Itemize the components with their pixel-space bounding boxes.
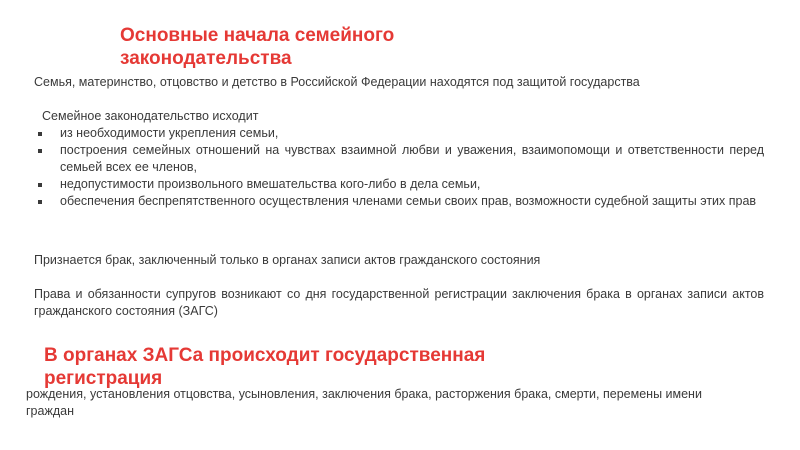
- slide-title: Основные начала семейного законодательства: [120, 25, 395, 69]
- principles-lead: Семейное законодательство исходит: [42, 109, 259, 123]
- principles-list: [34, 125, 764, 210]
- spouses-text: Права и обязанности супругов возникают со дня государственной регистрации заключения брака в органах записи актов гражданского состояния (ЗАГС): [34, 287, 764, 318]
- intro-text: Семья, материнство, отцовство и детство в Российской Федерации находятся под защитой государства: [34, 75, 640, 89]
- principle-item: обеспечения беспрепятственного осуществления членами семьи своих прав, возможности судебной защиты этих прав: [34, 193, 764, 210]
- principles-block: [34, 108, 764, 210]
- marriage-text: Признается брак, заключенный только в органах записи актов гражданского состояния: [34, 253, 541, 267]
- principle-item: недопустимости произвольного вмешательства кого-либо в дела семьи,: [34, 176, 764, 193]
- zags-title: В органах ЗАГСа происходит государственная регистрация: [44, 345, 486, 389]
- principle-item: из необходимости укрепления семьи,: [34, 125, 764, 142]
- zags-list: рождения, установления отцовства, усыновления, заключения брака, расторжения брака, смерти, перемены имени граждан: [26, 387, 702, 418]
- principle-item: построения семейных отношений на чувствах взаимной любви и уважения, взаимопомощи и ответственности перед семьей всех ее членов,: [34, 142, 764, 176]
